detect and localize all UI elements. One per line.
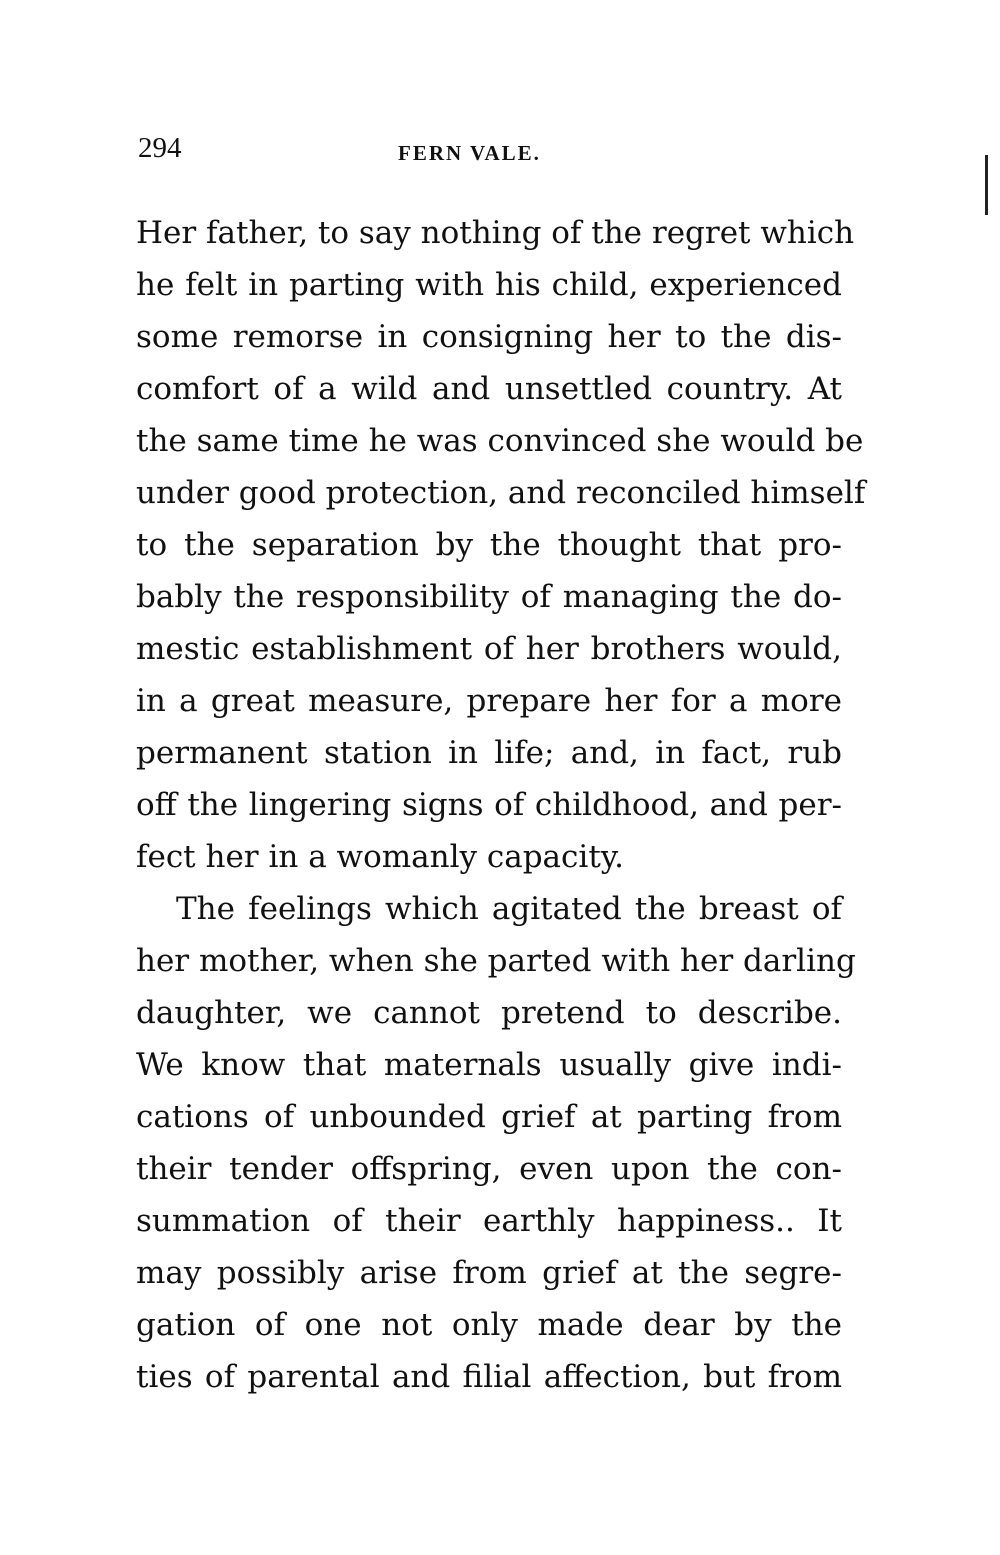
text-line: some remorse in consigning her to the dis- <box>136 319 842 355</box>
page-edge-mark <box>985 155 988 215</box>
paragraph-2 <box>136 883 856 1403</box>
text-line: bably the responsibility of managing the do- <box>136 579 842 615</box>
paragraph-1 <box>136 207 866 883</box>
text-line: the same time he was convinced she would be <box>136 423 864 459</box>
text-line: he felt in parting with his child, experienced <box>136 267 842 303</box>
running-title: FERN VALE. <box>398 141 541 165</box>
text-line: gation of one not only made dear by the <box>136 1307 842 1343</box>
page-number: 294 <box>138 132 182 164</box>
text-line: The feelings which agitated the breast of <box>176 891 842 927</box>
text-line: summation of their earthly happiness.. It <box>136 1203 842 1239</box>
text-line: cations of unbounded grief at parting from <box>136 1099 842 1135</box>
text-line: mestic establishment of her brothers would, <box>136 631 842 667</box>
text-line: fect her in a womanly capacity. <box>136 839 625 875</box>
text-line: in a great measure, prepare her for a more <box>136 683 842 719</box>
text-line: ties of parental and filial affection, but from <box>136 1359 842 1395</box>
text-line: daughter, we cannot pretend to describe. <box>136 995 842 1031</box>
text-line: their tender offspring, even upon the con- <box>136 1151 842 1187</box>
text-line: permanent station in life; and, in fact, rub <box>136 735 842 771</box>
text-line: to the separation by the thought that pro- <box>136 527 842 563</box>
text-line: under good protection, and reconciled himself <box>136 475 866 511</box>
text-line: off the lingering signs of childhood, and per- <box>136 787 842 823</box>
text-line: comfort of a wild and unsettled country. At <box>136 371 842 407</box>
text-line: may possibly arise from grief at the segre- <box>136 1255 842 1291</box>
text-line: Her father, to say nothing of the regret which <box>136 215 855 251</box>
text-line: her mother, when she parted with her darling <box>136 943 856 979</box>
text-line: We know that maternals usually give indi- <box>136 1047 842 1083</box>
body-text <box>136 207 866 1403</box>
